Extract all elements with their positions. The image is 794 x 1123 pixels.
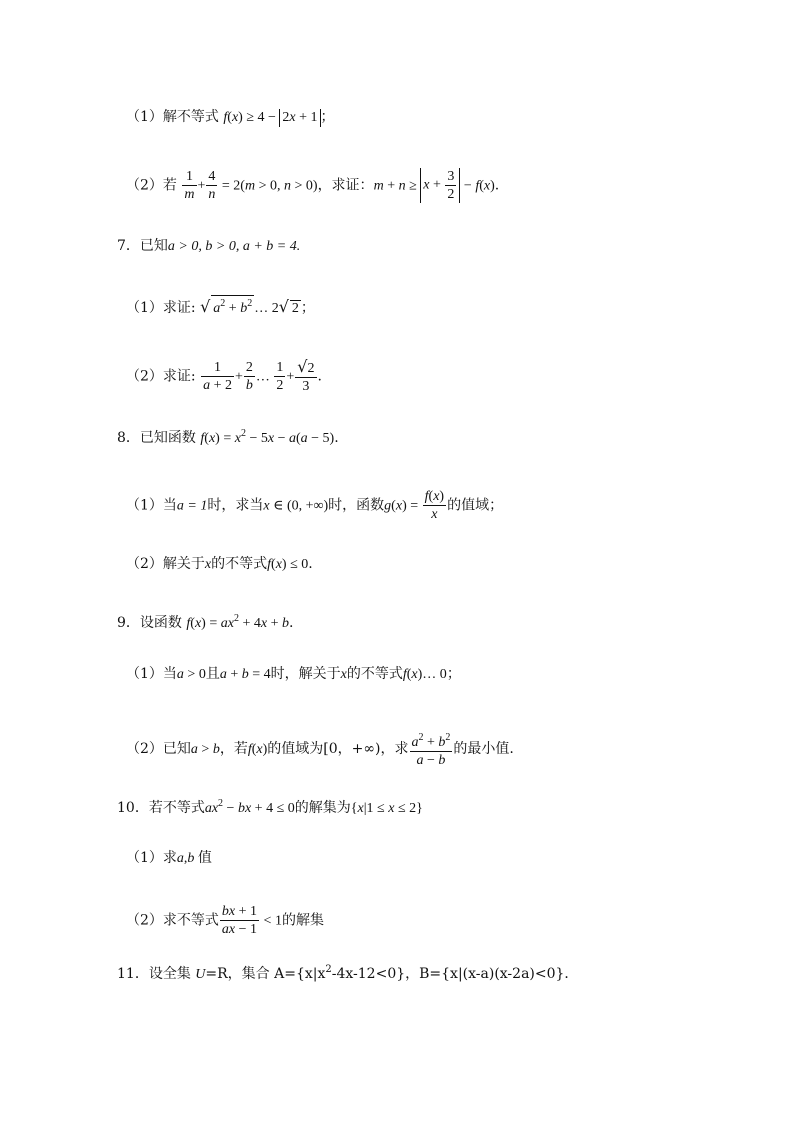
fraction: $\frac{bx + 1}{ax - 1}$ [221, 904, 258, 937]
fraction: $\frac{3}{2}$ [447, 169, 455, 202]
problem-9-part-2: （2）已知a > b，若f(x)的值域为[0，+∞)，求 $\frac{a^2 + b^2}{a - b}$ 的最小值. [126, 729, 514, 769]
fraction: $\frac{f(x)}{x}$ [424, 489, 445, 522]
problem-9-stem: 9．设函数 $f(x) = ax^2 + 4x + b$. [117, 613, 294, 631]
problem-10-part-1: （1）求a,b 值 [126, 850, 212, 866]
fraction: $\frac{√2}{3}$ [297, 357, 315, 394]
problem-10-stem: 10．若不等式$ax^2$ − bx + 4 ≤ 0的解集为{x|1 ≤ x ≤ 2} [117, 798, 423, 816]
fraction: $\frac{a^2 + b^2}{a - b}$ [410, 729, 453, 769]
problem-7-stem: 7．已知a > 0, b > 0, a + b = 4. [117, 238, 301, 254]
fraction: $\frac{1}{a + 2}$ [203, 360, 232, 393]
problem-8-stem: 8．已知函数 $f(x) = x^2 - 5x - a(a - 5)$. [117, 428, 339, 446]
problem-10-part-2: （2）求不等式 $\frac{bx + 1}{ax - 1}$ < 1的解集 [126, 904, 324, 937]
problem-8-part-2: （2）解关于x的不等式f(x) ≤ 0. [126, 556, 313, 572]
problem-7-part-2: （2）求证: $\frac{1}{a + 2}$ + $\frac{2}{b}$ … $\frac{1}{2}$ + $\frac{√2}{3}$ . [126, 357, 322, 394]
problem-7-part-1: （1）求证: √ $a^2 + b^2$ … 2√ 2 ； [126, 297, 315, 316]
fraction: $\frac{4}{n}$ [208, 169, 216, 202]
problem-6-part-2: （2）若 $\frac{1}{m}$ + $\frac{4}{n}$ = 2(m > 0, n > 0)，求证：m + n ≥ x + $\frac{3}{2}$ − f(x). [126, 169, 500, 202]
problem-8-part-1: （1）当a = 1时，求当x ∈ (0, +∞)时，函数g(x) = $\frac{f(x)}{x}$ 的值域； [126, 489, 504, 522]
problem-6-part-1: （1）解不等式 f(x) ≥ 4 − 2x + 1 ； [126, 109, 335, 125]
problem-9-part-1: （1）当a > 0且a + b = 4时，解关于x的不等式f(x)… 0； [126, 666, 461, 682]
fraction: $\frac{1}{m}$ [184, 169, 195, 202]
fraction: $\frac{1}{2}$ [276, 360, 284, 393]
problem-11-stem: 11．设全集 U=R，集合 $A=\{x|x^2-4x-12<0\}$，B={x|(x-a)(x-2a)<0}． [117, 964, 579, 982]
fraction: $\frac{2}{b}$ [245, 360, 253, 393]
